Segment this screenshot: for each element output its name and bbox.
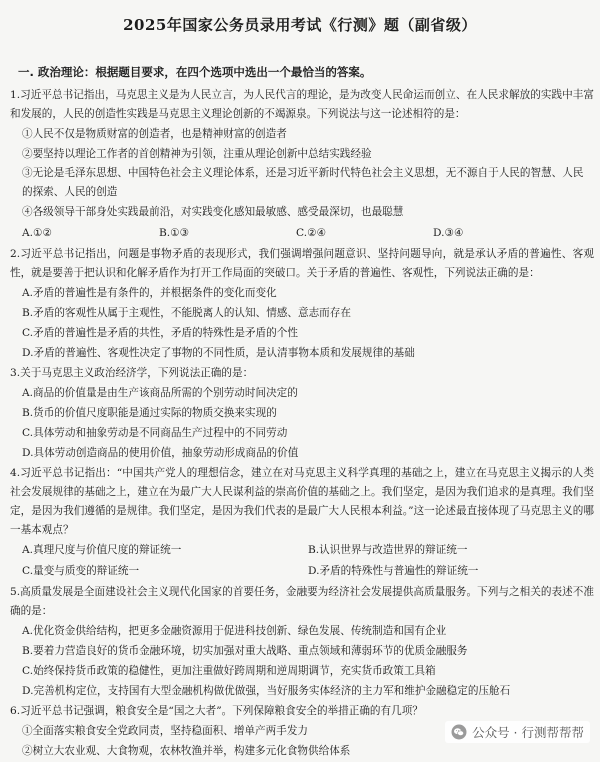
question-stem: 5.高质量发展是全面建设社会主义现代化国家的首要任务，金融要为经济社会发展提供高质量服务。下列与之相关的表述不准确的是： [10, 586, 594, 617]
option-d: D.具体劳动创造商品的使用价值，抽象劳动形成商品的价值 [22, 447, 299, 459]
option-d: D.③④ [433, 227, 464, 239]
question-stem: 2.习近平总书记指出，问题是事物矛盾的表现形式，我们强调增强问题意识、坚持问题导向，就是承认矛盾的普遍性、客观性，就是要善于把认识和化解矛盾作为打开工作局面的突破口。关于矛盾的普遍性、客观性，下列说法正确的是： [10, 248, 594, 279]
question-4 [8, 464, 594, 582]
option-a: A.商品的价值量是由生产该商品所需的个别劳动时间决定的 [22, 387, 298, 399]
question-1 [8, 86, 594, 244]
option-list [8, 283, 594, 363]
question-stem: 6.习近平总书记强调，粮食安全是“国之大者”。下列保障粮食安全的举措正确的有几项？ [10, 705, 423, 717]
option-c: C.②④ [296, 227, 327, 239]
question-stem: 4.习近平总书记指出：“中国共产党人的理想信念，建立在对马克思主义科学真理的基础之上，建立在马克思主义揭示的人类社会发展规律的基础之上，建立在为最广大人民谋利益的崇高价值的基础之上。我们坚定，是因为我们追求的是真理。我们坚定，是因为我们遵循的是规律。我们坚定，是因为我们代表的是最广大人民根本利益。”这一论述最直接体现了马克思主义的哪一基本观点？ [10, 467, 594, 536]
statement-item: ①全面落实粮食安全党政同责，坚持稳面积、增单产两手发力 [22, 725, 309, 737]
option-d: D.矛盾的普遍性、客观性决定了事物的不同性质，是认清事物本质和发展规律的基础 [22, 347, 415, 359]
option-b: B.要着力营造良好的货币金融环境，切实加强对重大战略、重点领域和薄弱环节的优质金融服务 [22, 645, 468, 657]
option-a: A.①② [22, 227, 53, 239]
wechat-icon [451, 724, 467, 740]
statement-item: ④各级领导干部身处实践最前沿，对实践变化感知最敏感、感受最深切，也最聪慧 [22, 206, 404, 218]
statement-list [8, 124, 594, 222]
option-c: C.矛盾的普遍性是矛盾的共性，矛盾的特殊性是矛盾的个性 [22, 327, 298, 339]
option-list [8, 540, 594, 582]
watermark-text: 公众号 · 行测帮帮帮 [472, 725, 584, 740]
option-list [8, 621, 594, 701]
question-stem: 1.习近平总书记指出，马克思主义是为人民立言，为人民代言的理论，是为改变人民命运而创立、在人民求解放的实践中丰富和发展的，人民的创造性实践是马克思主义理论创新的不竭源泉。下列说法与这一论述相符的是： [10, 89, 594, 120]
section-heading: 一. 政治理论：根据题目要求，在四个选项中选出一个最恰当的答案。 [18, 65, 372, 79]
option-a: A.矛盾的普遍性是有条件的，并根据条件的变化而变化 [22, 287, 277, 299]
statement-item: ②要坚持以理论工作者的首创精神为引领，注重从理论创新中总结实践经验 [22, 148, 372, 160]
option-a: A.优化资金供给结构，把更多金融资源用于促进科技创新、绿色发展、传统制造和国有企业 [22, 625, 447, 637]
option-b: B.认识世界与改造世界的辩证统一 [308, 544, 468, 556]
option-b: B.矛盾的客观性从属于主观性，不能脱离人的认知、情感、意志而存在 [22, 307, 351, 319]
exam-title: 2025年国家公务员录用考试《行测》题（副省级） [123, 16, 477, 34]
question-stem: 3.关于马克思主义政治经济学，下列说法正确的是： [10, 367, 254, 379]
question-5 [8, 583, 594, 701]
statement-item: ③无论是毛泽东思想、中国特色社会主义理论体系，还是习近平新时代特色社会主义思想，无不源自于人民的智慧、人民的探索、人民的创造 [22, 167, 584, 198]
option-b: B.货币的价值尺度职能是通过实际的物质交换来实现的 [22, 407, 277, 419]
statement-item: ①人民不仅是物质财富的创造者，也是精神财富的创造者 [22, 128, 287, 140]
option-c: C.量变与质变的辩证统一 [22, 565, 140, 577]
question-2 [8, 245, 594, 363]
option-a: A.真理尺度与价值尺度的辩证统一 [22, 544, 182, 556]
option-d: D.矛盾的特殊性与普遍性的辩证统一 [308, 565, 479, 577]
option-c: C.具体劳动和抽象劳动是不同商品生产过程中的不同劳动 [22, 427, 288, 439]
option-d: D.完善机构定位，支持国有大型金融机构做优做强，当好服务实体经济的主力军和维护金融稳定的压舱石 [22, 685, 511, 697]
option-list [8, 383, 594, 463]
question-list [8, 86, 594, 762]
option-list [8, 222, 594, 244]
statement-item: ②树立大农业观、大食物观，农林牧渔并举，构建多元化食物供给体系 [22, 745, 351, 757]
option-b: B.①③ [159, 227, 190, 239]
option-c: C.始终保持货币政策的稳健性，更加注重做好跨周期和逆周期调节，充实货币政策工具箱 [22, 665, 436, 677]
question-3 [8, 364, 594, 463]
watermark [445, 721, 590, 743]
